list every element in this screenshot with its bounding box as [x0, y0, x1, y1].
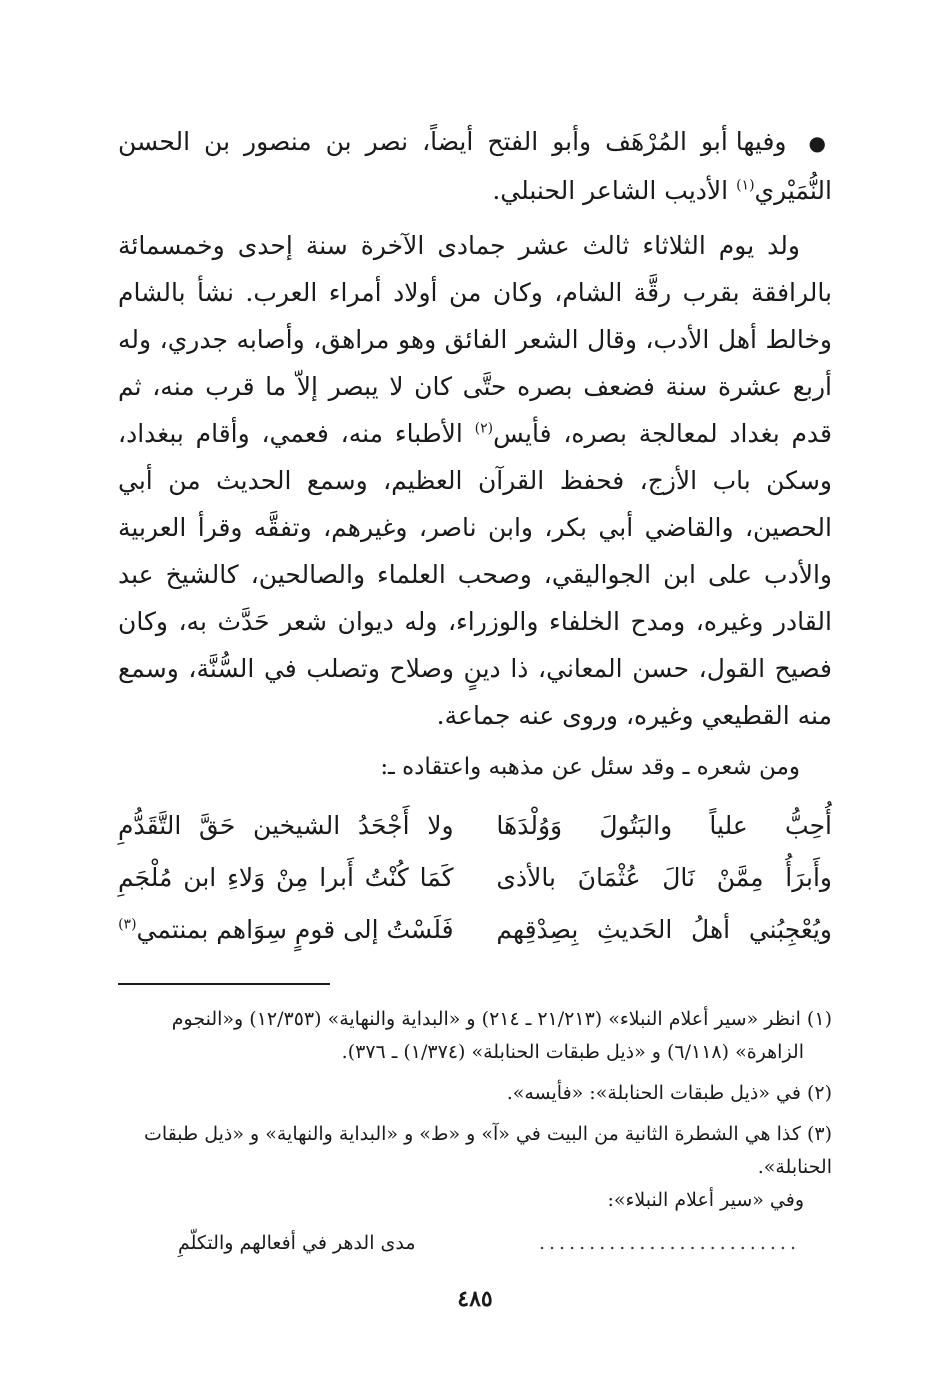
footnote-1-line1: (١) انظر «سير أعلام النبلاء» (٢١/٢١٣ ـ ٢١٤) و «البداية والنهاية» (١٢/٣٥٣) و«النجوم — [171, 1008, 832, 1030]
footnote-3-verse — [118, 1227, 832, 1260]
entry-heading — [118, 118, 832, 214]
footnote-3-dots: .......................... — [538, 1232, 800, 1254]
bullet-icon: ● — [808, 131, 833, 155]
footnote-ref-2[interactable]: (٢) — [474, 420, 494, 437]
footnotes — [118, 1003, 832, 1260]
verse-2-second: كَمَا كُنْتُ أَبرا مِنْ وَلاءِ ابن مُلْجَمِ — [118, 862, 454, 892]
footnote-ref-1[interactable]: (١) — [736, 177, 755, 194]
footnote-3-line2: وفي «سير أعلام النبلاء»: — [607, 1189, 804, 1211]
footnote-3-line1: (٣) كذا هي الشطرة الثانية من البيت في «آ» و «ط» و «البداية والنهاية» و «ذيل طبقات الحنابلة». — [144, 1123, 832, 1178]
footnote-2: (٢) في «ذيل طبقات الحنابلة»: «فأيسه». — [506, 1082, 832, 1104]
footnote-1-line2: الزاهرة» (٦/١١٨) و «ذيل طبقات الحنابلة» (١/٣٧٤) ـ ٣٧٦). — [341, 1041, 804, 1063]
verse-1 — [118, 799, 832, 851]
footnote-separator — [118, 983, 330, 985]
biography-text-a: ولد يوم الثلاثاء ثالث عشر جمادى الآخرة سنة إحدى وخمسمائة بالرافقة بقرب رقَّة الشام، وكان من أولاد أمراء العرب. نشأ بالشام وخالط أهل الأدب، وقال الشعر الفائق وهو مراهق، وأصابه جدري، وله أربع عشرة سنة فضعف بصره حتَّى كان لا يبصر إلاّ ما قرب منه، ثم قدم بغداد لمعالجة بصره، فأيس — [118, 231, 832, 448]
entry-line1: وفيها أبو المُرْهَف وأبو الفتح أيضاً، نصر بن منصور بن الحسن — [118, 127, 787, 156]
footnote-1 — [118, 1003, 832, 1069]
poem-intro: ومن شعره ـ وقد سئل عن مذهبه واعتقاده ـ: — [380, 754, 800, 780]
entry-line2: الأديب الشاعر الحنبلي. — [492, 176, 729, 205]
verse-1-first: أُحِبُّ علياً والبَتُولَ وَوُلْدَهَا — [496, 810, 832, 840]
footnote-ref-3[interactable]: (٣) — [118, 916, 137, 933]
page-number: ٤٨٥ — [457, 1286, 493, 1312]
verse-2-first: وأَبرَأُ مِمَّنْ نَالَ عُثْمَانَ بالأذى — [496, 862, 832, 892]
verse-3-second — [118, 915, 454, 944]
footnote-3-verse-text: مدى الدهر في أفعالهم والتكلّمِ — [178, 1232, 416, 1254]
biography-paragraph — [118, 222, 832, 739]
footnote-3 — [118, 1118, 832, 1217]
poem — [118, 799, 832, 955]
footnote-separator-wrap — [118, 955, 832, 985]
verse-3 — [118, 903, 832, 955]
verse-2 — [118, 851, 832, 903]
verse-3-second-text: فَلَسْتُ إلى قومٍ سِوَاهم بمنتمي — [136, 914, 454, 944]
verse-1-second: ولا أَجْحَدُ الشيخين حَقَّ التَّقَدُّمِ — [118, 810, 454, 840]
entry-name: النُّمَيْري — [754, 176, 832, 205]
biography-text-b: الأطباء منه، فعمي، وأقام ببغداد، وسكن باب الأزج، فحفظ القرآن العظيم، وسمع الحديث من أبي الحصين، والقاضي أبي بكر، وابن ناصر، وغيرهم، وتفقَّه وقرأ العربية والأدب على ابن الجواليقي، وصحب العلماء والصالحين، كالشيخ عبد القادر وغيره، ومدح الخلفاء والوزراء، وله ديوان شعر حَدَّث به، وكان فصيح القول، حسن المعاني، ذا دينٍ وصلاح وتصلب في السُّنَّة، وسمع منه القطيعي وغيره، وروى عنه جماعة. — [118, 419, 832, 730]
verse-3-first: ويُعْجِبُني أهلُ الحَديثِ بِصِدْقِهم — [496, 914, 832, 944]
